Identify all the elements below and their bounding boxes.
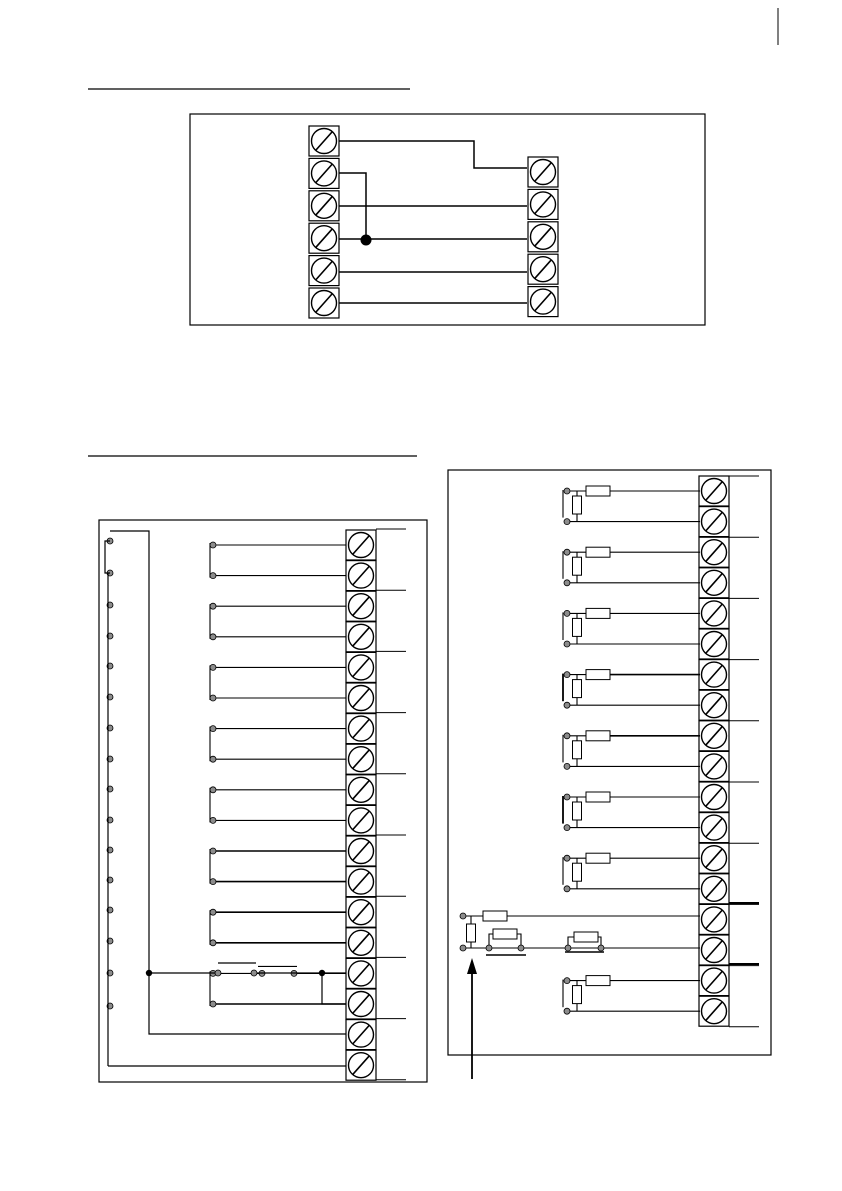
screw-terminal-icon — [346, 836, 376, 866]
contact-terminal-icon — [210, 787, 216, 793]
screw-terminal-icon — [309, 158, 339, 188]
common-wiring — [105, 531, 346, 1066]
resistor-icon — [586, 486, 610, 496]
screw-terminal-icon — [699, 966, 729, 996]
screw-terminal-icon — [699, 813, 729, 843]
contact-terminal-icon — [564, 641, 570, 647]
input-pair — [210, 788, 346, 823]
screw-terminal-icon — [346, 989, 376, 1019]
screw-terminal-icon — [346, 591, 376, 621]
contact-terminal-icon — [564, 978, 570, 984]
contact-terminal-icon — [564, 763, 570, 769]
resistor-icon — [586, 547, 610, 557]
resistor-icon — [573, 618, 582, 636]
screw-terminal-icon — [309, 288, 339, 318]
screw-terminal-icon — [528, 222, 558, 252]
screw-terminal-icon — [346, 744, 376, 774]
input-pair — [210, 727, 346, 762]
input-pair — [210, 849, 346, 884]
screw-terminal-icon — [528, 189, 558, 219]
contact-terminal-icon — [210, 817, 216, 823]
diagram-frame — [190, 114, 705, 325]
screw-terminal-icon — [346, 714, 376, 744]
screw-terminal-icon — [699, 537, 729, 567]
eol-input — [563, 612, 700, 644]
contact-terminal-icon — [564, 825, 570, 831]
contact-terminal-icon — [210, 1001, 216, 1007]
input-pair — [210, 910, 346, 945]
screw-terminal-icon — [699, 874, 729, 904]
switch-input — [210, 966, 346, 1006]
screw-terminal-icon — [346, 1020, 376, 1050]
contact-terminal-icon — [564, 549, 570, 555]
terminal-block — [346, 530, 376, 1080]
contact-terminal-icon — [564, 702, 570, 708]
screw-terminal-icon — [699, 598, 729, 628]
screw-terminal-icon — [346, 928, 376, 958]
input-pair — [210, 604, 346, 639]
junction-dot-icon — [361, 235, 372, 246]
input-pair — [210, 665, 346, 700]
screw-terminal-icon — [309, 126, 339, 156]
eol-input — [563, 674, 700, 706]
screw-terminal-icon — [346, 897, 376, 927]
contact-terminal-icon — [564, 794, 570, 800]
screw-terminal-icon — [699, 660, 729, 690]
screw-terminal-icon — [309, 256, 339, 286]
contact-terminal-icon — [564, 886, 570, 892]
group-separators — [376, 529, 406, 1080]
terminal-block-left — [309, 126, 339, 318]
screw-terminal-icon — [699, 904, 729, 934]
resistor-icon — [573, 863, 582, 881]
contact-terminal-icon — [564, 519, 570, 525]
screw-terminal-icon — [528, 287, 558, 317]
screw-terminal-icon — [699, 721, 729, 751]
screw-terminal-icon — [699, 690, 729, 720]
eol-input — [563, 857, 700, 889]
resistor-icon — [586, 792, 610, 802]
contact-terminal-icon — [210, 573, 216, 579]
junction-dot-icon — [146, 970, 152, 976]
eol-input — [563, 551, 700, 583]
contact-terminal-icon — [210, 542, 216, 548]
screw-terminal-icon — [346, 775, 376, 805]
input-pair — [210, 543, 346, 578]
screw-terminal-icon — [699, 996, 729, 1026]
diagram-frame — [99, 520, 427, 1082]
resistor-icon — [586, 976, 610, 986]
screw-terminal-icon — [699, 568, 729, 598]
screw-terminal-icon — [346, 1050, 376, 1080]
contact-terminal-icon — [210, 879, 216, 885]
resistor-icon — [586, 731, 610, 741]
contact-terminal-icon — [564, 580, 570, 586]
terminal-block-right — [528, 157, 558, 317]
resistor-icon — [573, 496, 582, 514]
contact-terminal-icon — [564, 610, 570, 616]
eol-input — [563, 980, 700, 1012]
resistor-icon — [573, 986, 582, 1004]
contact-terminal-icon — [210, 940, 216, 946]
contact-terminal-icon — [564, 855, 570, 861]
contact-terminal-icon — [564, 1008, 570, 1014]
eol-input — [563, 796, 700, 828]
screw-terminal-icon — [699, 629, 729, 659]
screw-terminal-icon — [346, 622, 376, 652]
contact-terminal-icon — [564, 488, 570, 494]
resistor-icon — [586, 853, 610, 863]
contact-terminal-icon — [210, 634, 216, 640]
eol-input — [563, 490, 700, 522]
contact-terminal-icon — [210, 756, 216, 762]
screw-terminal-icon — [699, 843, 729, 873]
screw-terminal-icon — [346, 530, 376, 560]
arrow-up-icon — [467, 958, 477, 1079]
screw-terminal-icon — [309, 223, 339, 253]
wires — [339, 141, 527, 303]
screw-terminal-icon — [699, 476, 729, 506]
resistor-icon — [573, 680, 582, 698]
junction-dot-icon — [319, 970, 325, 976]
contact-terminal-icon — [564, 733, 570, 739]
group-separators — [729, 476, 759, 1027]
screw-terminal-icon — [528, 254, 558, 284]
contact-terminal-icon — [210, 664, 216, 670]
screw-terminal-icon — [346, 561, 376, 591]
eol-input — [563, 735, 700, 767]
screw-terminal-icon — [699, 935, 729, 965]
contact-terminal-icon — [210, 909, 216, 915]
terminal-block — [699, 476, 729, 1026]
screw-terminal-icon — [346, 652, 376, 682]
inputs — [107, 538, 346, 1009]
resistor-icon — [586, 608, 610, 618]
screw-terminal-icon — [346, 805, 376, 835]
contact-terminal-icon — [564, 672, 570, 678]
resistor-icon — [573, 557, 582, 575]
screw-terminal-icon — [346, 683, 376, 713]
screw-terminal-icon — [699, 507, 729, 537]
screw-terminal-icon — [699, 782, 729, 812]
contact-terminal-icon — [210, 848, 216, 854]
screw-terminal-icon — [309, 191, 339, 221]
contact-terminal-icon — [210, 603, 216, 609]
screw-terminal-icon — [346, 958, 376, 988]
contact-terminal-icon — [210, 695, 216, 701]
resistor-icon — [586, 670, 610, 680]
screw-terminal-icon — [528, 157, 558, 187]
screw-terminal-icon — [699, 751, 729, 781]
resistor-icon — [573, 741, 582, 759]
contact-terminal-icon — [210, 726, 216, 732]
resistor-icon — [573, 802, 582, 820]
screw-terminal-icon — [346, 867, 376, 897]
